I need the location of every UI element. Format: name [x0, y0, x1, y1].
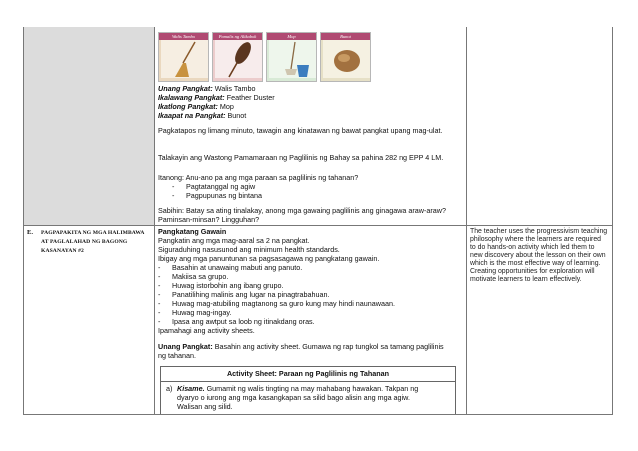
card-bunot — [320, 32, 371, 82]
card-title: Pamalis ng Alikabok — [218, 34, 257, 39]
instruction-line: Siguraduhing nasusunod ang minimum health standards. — [158, 245, 340, 254]
list-item: - Huwag istorbohin ang ibang grupo. — [158, 281, 284, 290]
table-border-bottom — [23, 414, 613, 415]
left-column-shade-top — [23, 27, 154, 225]
teacher-note-line: new discovery about the lesson on their own — [470, 252, 606, 259]
list-item: - Pagpupunas ng bintana — [172, 191, 262, 200]
section-e-letter: E. — [27, 229, 34, 236]
table-divider-2 — [466, 27, 467, 415]
rule-text: Huwag istorbohin ang ibang grupo. — [172, 281, 284, 290]
list-item: - Pagtatanggal ng agiw — [172, 182, 256, 191]
list-item-text: Pagtatanggal ng agiw — [186, 182, 256, 191]
rule-text: Huwag mag-atubiling magtanong sa guro kung may hindi naunawaan. — [172, 299, 395, 308]
activity-sheet-title: Activity Sheet: Paraan ng Paglilinis ng Tahanan — [226, 369, 390, 378]
rule-text: Basahin at unawaing mabuti ang panuto. — [172, 263, 303, 272]
activity-sheet-title-divider — [160, 381, 456, 382]
table-divider-1 — [154, 27, 155, 415]
group-one-text: Basahin ang activity sheet. Gumawa ng rap tungkol sa tamang paglilinis — [212, 342, 444, 351]
group-activity-heading: Pangkatang Gawain — [158, 227, 227, 236]
instruction-line: Ibigay ang mga panuntunan sa pagsasagawa ng pangkatang gawain. — [158, 254, 380, 263]
rule-text: Ipasa ang awtput sa loob ng itinakdang oras. — [172, 317, 315, 326]
activity-item-letter: a) — [166, 384, 173, 393]
activity-item-line-2: dyaryo o iurong ang mga kasangkapan sa silid bago alisin ang mga agiw. — [177, 393, 410, 402]
list-item: - Huwag mag-ingay. — [158, 308, 232, 317]
teacher-note-line: to do hands-on activity which led them to — [470, 244, 595, 251]
rule-text: Panatilihing malinis ang lugar na pinagtrabahuan. — [172, 290, 330, 299]
rule-text: Huwag mag-ingay. — [172, 308, 232, 317]
section-e-label-3: KASANAYAN #2 — [41, 248, 84, 254]
list-item-text: Pagpupunas ng bintana — [186, 191, 262, 200]
teacher-note-line: Creating opportunities for exploration will — [470, 268, 595, 275]
instruction-line: Pangkatin ang mga mag-aaral sa 2 na pangkat. — [158, 236, 310, 245]
answer-line-1: Sabihin: Batay sa ating tinalakay, anong mga gawaing paglilinis ang ginagawa araw-araw? — [158, 206, 446, 215]
card-walis-tambo — [158, 32, 209, 82]
card-feather-duster — [212, 32, 263, 82]
group-one-label: Unang Pangkat: — [158, 342, 213, 351]
table-border-right — [612, 27, 613, 415]
list-item: - Makiisa sa grupo. — [158, 272, 229, 281]
group-label: Ikaapat na Pangkat: — [158, 111, 226, 120]
teacher-note-line: The teacher uses the progressivism teaching — [470, 228, 608, 235]
teacher-note-line: philosophy where the learners are required — [470, 236, 601, 243]
group-label: Ikatlong Pangkat: — [158, 102, 218, 111]
card-title: Mop — [287, 34, 296, 39]
coconut-husk-icon — [321, 33, 371, 82]
table-border-left — [23, 27, 24, 415]
rule-text: Makiisa sa grupo. — [172, 272, 229, 281]
section-e-label-1: PAGPAPAKITA NG MGA HALIMBAWA — [41, 230, 145, 236]
card-title: Walis Tambo — [171, 34, 196, 39]
activity-item-line-3: Walisan ang silid. — [177, 402, 233, 411]
group-value: Feather Duster — [224, 93, 275, 102]
group-one-line-2: ng tahanan. — [158, 351, 196, 360]
group-value: Bunot — [225, 111, 247, 120]
group-one-line-1 — [158, 343, 444, 352]
mop-icon — [267, 33, 317, 82]
feather-duster-icon — [213, 33, 263, 82]
discussion-text: Talakayin ang Wastong Pamamaraan ng Paglilinis ng Bahay sa pahina 282 ng EPP 4 LM. — [158, 153, 444, 162]
group-label: Unang Pangkat: — [158, 84, 213, 93]
activity-item-text: Gumamit ng walis tingting na may mahabang hawakan. Takpan ng — [204, 384, 419, 393]
answer-line-2: Paminsan-minsan? Lingguhan? — [158, 215, 260, 224]
teacher-note-line: motivate learners to learn effectively. — [470, 276, 582, 283]
card-title: Bunot — [340, 34, 351, 39]
list-item: - Basahin at unawaing mabuti ang panuto. — [158, 263, 303, 272]
after-five-minutes-text: Pagkatapos ng limang minuto, tawagin ang kinatawan ng bawat pangkat upang mag-ulat. — [158, 126, 443, 135]
broom-icon — [159, 33, 209, 82]
group-label: Ikalawang Pangkat: — [158, 93, 225, 102]
row-divider — [23, 225, 613, 226]
activity-item-term: Kisame. — [177, 384, 205, 393]
group-value: Walis Tambo — [212, 84, 256, 93]
teacher-note-line: which is the most effective way of learning. — [470, 260, 601, 267]
group-value: Mop — [217, 102, 234, 111]
list-item: - Panatilihing malinis ang lugar na pinagtrabahuan. — [158, 290, 330, 299]
section-e-label-2: AT PAGLALAHAD NG BAGONG — [41, 239, 128, 245]
card-mop — [266, 32, 317, 82]
group-line-4 — [158, 112, 246, 121]
list-item: - Huwag mag-atubiling magtanong sa guro kung may hindi naunawaan. — [158, 299, 395, 308]
list-item: - Ipasa ang awtput sa loob ng itinakdang oras. — [158, 317, 315, 326]
distribute-text: Ipamahagi ang activity sheets. — [158, 326, 255, 335]
question-text: Itanong: Anu-ano pa ang mga paraan sa paglilinis ng tahanan? — [158, 173, 359, 182]
